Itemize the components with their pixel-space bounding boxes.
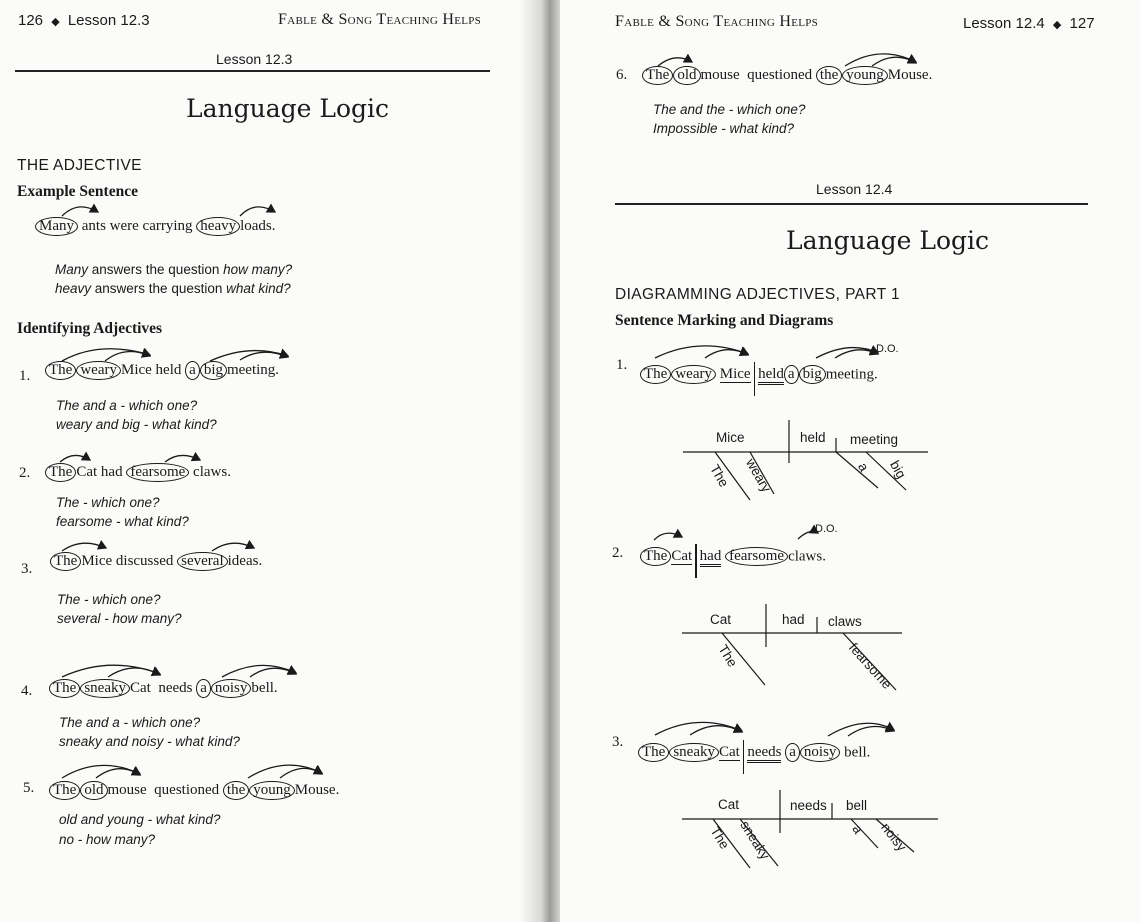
adjective-circle: the: [816, 66, 842, 85]
arrow: [655, 346, 748, 358]
diagram-modifier: big: [887, 458, 910, 482]
page-number: 126: [18, 12, 44, 29]
running-title: Fable & Song Teaching Helps: [278, 11, 482, 28]
adjective-circle: The: [638, 743, 669, 762]
main-title: Language Logic: [786, 226, 990, 255]
adjective-circle: young: [249, 781, 295, 800]
diagram-object: meeting: [850, 432, 899, 447]
note-line: Many answers the question how many?: [55, 262, 293, 277]
note-line: Impossible - what kind?: [653, 121, 795, 136]
diagram-modifier: The: [715, 642, 741, 670]
adjective-circle: a: [784, 365, 799, 384]
note-line: sneaky and noisy - what kind?: [59, 734, 240, 749]
diagram-modifier: The: [707, 824, 733, 852]
item-number: 4.: [21, 683, 33, 699]
sentence-text: ants were carrying: [81, 218, 193, 234]
arrow: [835, 350, 878, 358]
subject-word: Mice: [719, 366, 751, 383]
adjective-circle: the: [223, 781, 249, 800]
arrow: [212, 543, 254, 551]
adjective-circle: noisy: [800, 743, 841, 762]
arrow: [62, 765, 140, 778]
note-line: The - which one?: [57, 592, 161, 607]
diagram-subject: Mice: [716, 430, 745, 445]
adjective-circle: heavy: [196, 217, 240, 236]
right-page: [560, 0, 1140, 922]
diagram-modifier: weary: [743, 456, 775, 495]
adjective-circle: young: [842, 66, 888, 85]
sentence: The Cat had fearsome claws.: [45, 463, 231, 482]
arrow: [658, 58, 692, 66]
arrow: [165, 455, 200, 462]
lesson-ref: Lesson 12.3: [67, 12, 150, 29]
page-number: 127: [1069, 15, 1095, 32]
arrow: [798, 531, 818, 539]
adjective-circle: The: [49, 679, 80, 698]
adjective-circle: a: [196, 679, 211, 698]
adjective-circle: sneaky: [80, 679, 130, 698]
diagram-modifier: a: [849, 822, 866, 837]
adjective-circle: big: [799, 365, 826, 384]
adjective-circle: The: [49, 781, 80, 800]
arrow: [108, 668, 160, 677]
item-number: 2.: [19, 465, 31, 481]
left-page: [0, 0, 540, 922]
arrow: [654, 533, 682, 540]
identify-heading: Identifying Adjectives: [17, 320, 163, 337]
diagram-modifier: noisy: [878, 820, 910, 855]
note-line: several - how many?: [57, 611, 182, 626]
diagram-subject: Cat: [710, 612, 732, 627]
note-line: The and the - which one?: [653, 102, 806, 117]
sentence: The Cat had fearsome claws.: [640, 540, 826, 574]
diagram-modifier: fearsome: [845, 640, 895, 692]
arrow: [105, 352, 150, 361]
adjective-circle: The: [45, 463, 76, 482]
adjective-circle: The: [640, 365, 671, 384]
adjective-circle: a: [785, 743, 800, 762]
diamond-icon: ◆: [51, 16, 60, 28]
item-number: 5.: [23, 780, 35, 796]
running-title: Fable & Song Teaching Helps: [615, 13, 819, 30]
diagram-object: claws: [828, 614, 862, 629]
arrow: [655, 722, 742, 735]
note-line: old and young - what kind?: [59, 812, 221, 827]
adjective-circle: The: [642, 66, 673, 85]
adjective-circle: sneaky: [669, 743, 719, 762]
adjective-circle: several: [177, 552, 227, 571]
diagram-subject: Cat: [718, 797, 740, 812]
diagram-modifier: a: [855, 460, 872, 475]
note-line: fearsome - what kind?: [56, 514, 189, 529]
item-number: 3.: [612, 734, 624, 750]
note-line: no - how many?: [59, 832, 156, 847]
adjective-circle: weary: [671, 365, 716, 384]
note-line: The and a - which one?: [56, 398, 198, 413]
adjective-circle: Many: [35, 217, 78, 236]
arrow: [62, 349, 150, 361]
modifier-arrows: [0, 0, 540, 922]
item-number: 3.: [21, 561, 33, 577]
item-number: 1.: [19, 368, 31, 384]
subject-word: Cat: [671, 548, 693, 565]
main-title: Language Logic: [186, 94, 390, 123]
arrow: [690, 726, 742, 735]
arrow: [848, 727, 894, 736]
note-line: The and a - which one?: [59, 715, 201, 730]
note-line: The - which one?: [56, 495, 160, 510]
note-line: weary and big - what kind?: [56, 417, 217, 432]
lesson-title: Lesson 12.3: [216, 51, 293, 67]
sentence: The weary Mice held a big meeting.: [45, 361, 279, 380]
sentence-text: loads.: [240, 218, 276, 234]
adjective-circle: The: [50, 552, 81, 571]
arrow: [845, 54, 916, 66]
section-heading: DIAGRAMMING ADJECTIVES, PART 1: [615, 286, 901, 303]
arrow: [705, 350, 748, 358]
adjective-circle: fearsome: [725, 547, 788, 566]
arrow: [62, 207, 98, 216]
adjective-circle: big: [200, 361, 227, 380]
verb-word: needs: [747, 744, 781, 763]
sentence: The Mice discussed several ideas.: [50, 552, 262, 571]
sentence: The old mouse questioned the young Mouse.: [642, 66, 932, 85]
sentence: The weary Mice held a big meeting.: [640, 358, 878, 392]
arrow: [96, 769, 140, 778]
adjective-circle: old: [80, 781, 107, 800]
sentence: The old mouse questioned the young Mouse.: [49, 781, 339, 800]
diagram-verb: needs: [790, 798, 827, 813]
verb-word: had: [700, 548, 722, 567]
item-number: 6.: [616, 67, 628, 83]
diamond-icon: ◆: [1052, 19, 1062, 31]
note-line: heavy answers the question what kind?: [55, 281, 291, 296]
diagram-modifier: The: [707, 462, 732, 490]
adjective-circle: The: [45, 361, 76, 380]
do-label: D.O.: [815, 523, 838, 535]
sentence: The sneaky Cat needs a noisy bell.: [638, 736, 870, 770]
arrow: [60, 455, 90, 462]
do-label: D.O.: [876, 343, 899, 355]
verb-word: held: [758, 366, 784, 385]
adjective-circle: The: [640, 547, 671, 566]
diagram-modifier: sneaky: [737, 818, 773, 863]
diagram-verb: held: [800, 430, 826, 445]
lesson-ref: Lesson 12.4: [963, 15, 1045, 32]
lesson-title: Lesson 12.4: [816, 181, 893, 197]
diagram-object: bell: [846, 798, 868, 813]
item-number: 1.: [616, 357, 628, 373]
arrow: [248, 765, 322, 778]
section-heading: THE ADJECTIVE: [17, 157, 142, 174]
sentence: The sneaky Cat needs a noisy bell.: [49, 679, 278, 698]
diagram-verb: had: [782, 612, 805, 627]
arrow: [62, 543, 106, 551]
sub-heading: Sentence Marking and Diagrams: [615, 312, 834, 329]
diagram-lines: [560, 0, 1140, 922]
item-number: 2.: [612, 545, 624, 561]
adjective-circle: a: [185, 361, 200, 380]
adjective-circle: noisy: [211, 679, 252, 698]
adjective-circle: fearsome: [126, 463, 189, 482]
example-heading: Example Sentence: [17, 183, 138, 200]
subject-word: Cat: [718, 744, 740, 761]
adjective-circle: weary: [76, 361, 121, 380]
adjective-circle: old: [673, 66, 700, 85]
arrow: [240, 207, 275, 216]
